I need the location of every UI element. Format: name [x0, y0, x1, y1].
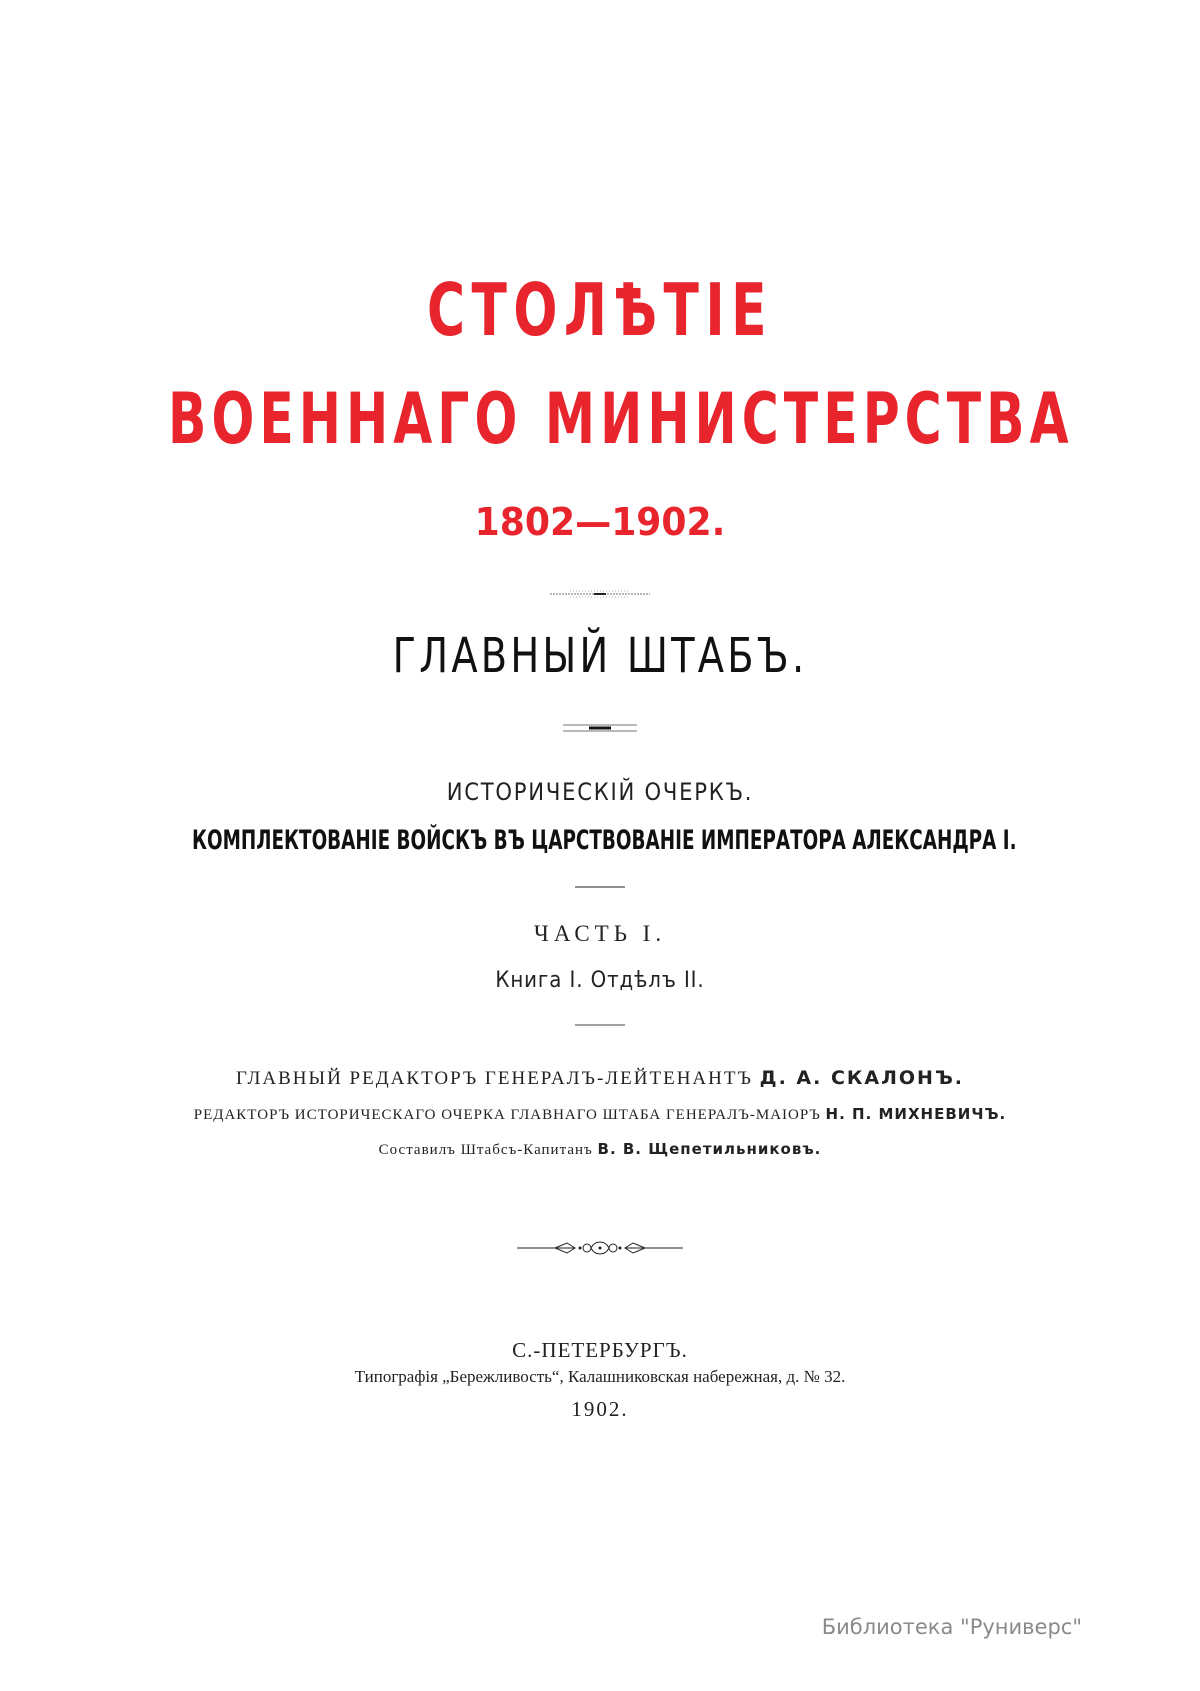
- chief-editor-line: [0, 1067, 1200, 1090]
- compiler-line: [0, 1140, 1200, 1159]
- divider-line-2: [0, 1015, 1200, 1035]
- editor-role: РЕДАКТОРЪ ИСТОРИЧЕСКАГО ОЧЕРКА ГЛАВНАГО ШТАБА ГЕНЕРАЛЪ-МАІОРЪ: [193, 1107, 821, 1123]
- section-heading: ГЛАВНЫЙ ШТАБЪ.: [392, 628, 808, 684]
- divider-line-1: [0, 877, 1200, 897]
- divider-ornament-1: [0, 584, 1200, 604]
- section-topic: КОМПЛЕКТОВАНІЕ ВОЙСКЪ ВЪ ЦАРСТВОВАНІЕ ИМПЕРАТОРА АЛЕКСАНДРА I.: [192, 825, 1017, 856]
- editor-name: Н. П. МИХНЕВИЧЪ.: [825, 1105, 1007, 1123]
- flourish-ornament: [0, 1236, 1200, 1260]
- imprint-year: 1902.: [571, 1397, 629, 1421]
- main-title-line2: ВОЕННАГО МИНИСТЕРСТВА: [167, 378, 1074, 460]
- divider-ornament-2: [0, 718, 1200, 738]
- imprint-city: С.-ПЕТЕРБУРГЪ.: [512, 1338, 688, 1362]
- section-subtitle: ИСТОРИЧЕСКІЙ ОЧЕРКЪ.: [446, 778, 754, 806]
- chief-editor-name: Д. А. СКАЛОНЪ.: [759, 1067, 965, 1089]
- library-watermark: Библиотека "Руниверс": [821, 1615, 1082, 1639]
- editor-line: [0, 1105, 1200, 1124]
- imprint-printer: Типографія „Бережливость“, Калашниковская набережная, д. № 32.: [354, 1367, 846, 1386]
- book-label: Книга I. Отдѣлъ II.: [495, 968, 705, 993]
- title-years: 1802—1902.: [474, 500, 726, 544]
- part-label: ЧАСТЬ I.: [533, 921, 667, 946]
- chief-editor-role: ГЛАВНЫЙ РЕДАКТОРЪ ГЕНЕРАЛЪ-ЛЕЙТЕНАНТЪ: [235, 1068, 753, 1089]
- main-title-line1: СТОЛѢТІЕ: [426, 268, 774, 352]
- compiler-role: Составилъ Штабсъ-Капитанъ: [378, 1142, 593, 1158]
- compiler-name: В. В. Щепетильниковъ.: [597, 1140, 822, 1158]
